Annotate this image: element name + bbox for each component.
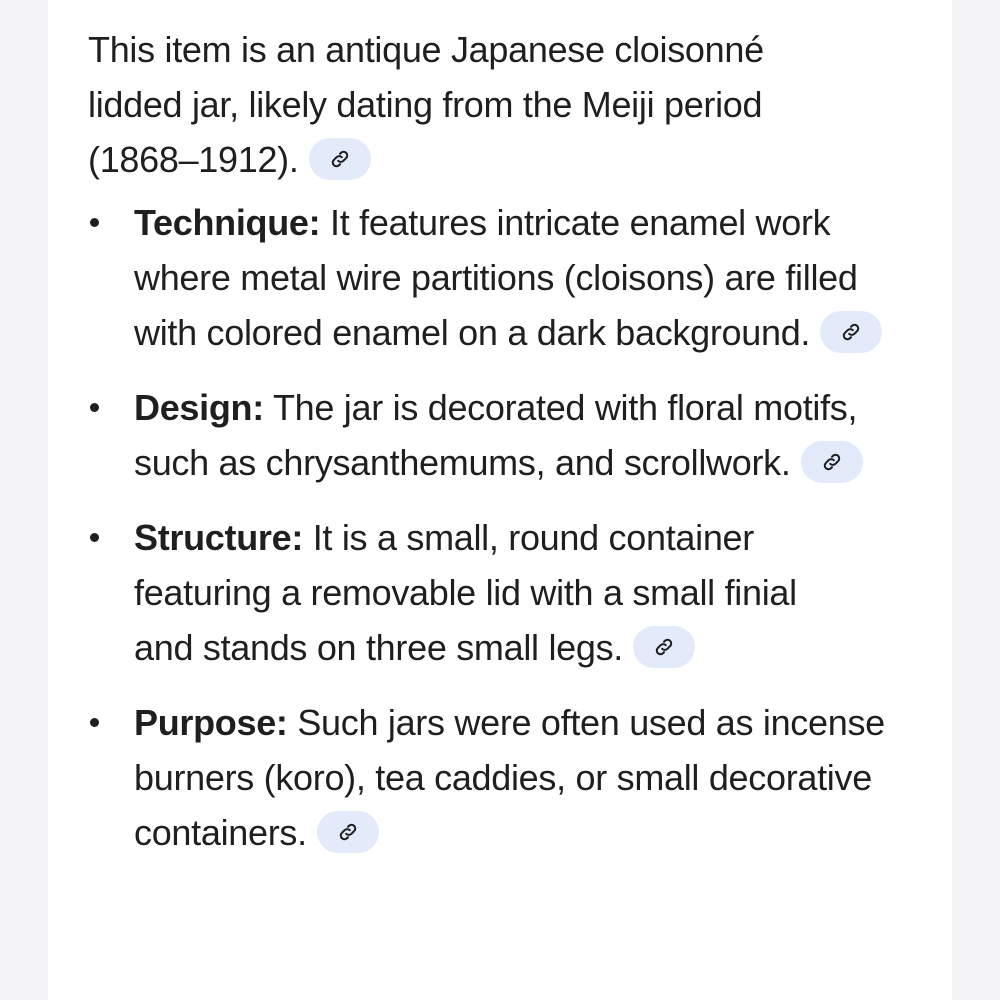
bullet-list [88, 195, 968, 860]
link-icon [337, 821, 359, 843]
response-content [88, 22, 968, 880]
bullet-icon [88, 695, 100, 750]
list-item-structure [88, 510, 864, 675]
item-term: Design: [134, 387, 264, 428]
link-icon [329, 148, 351, 170]
item-text: It features intricate enamel work where metal wire partitions (cloisons) are filled with colored enamel on a dark background. [134, 202, 858, 353]
item-term: Purpose: [134, 702, 288, 743]
citation-chip[interactable] [633, 626, 695, 668]
citation-chip[interactable] [820, 311, 882, 353]
intro-paragraph [88, 22, 838, 187]
link-icon [840, 321, 862, 343]
list-item-purpose [88, 695, 894, 860]
bullet-icon [88, 380, 100, 435]
item-term: Structure: [134, 517, 304, 558]
bullet-icon [88, 195, 100, 250]
bullet-icon [88, 510, 100, 565]
list-item-design [88, 380, 924, 490]
link-icon [653, 636, 675, 658]
citation-chip[interactable] [317, 811, 379, 853]
item-text: Such jars were often used as incense burners (koro), tea caddies, or small decorative containers. [134, 702, 885, 853]
list-item-technique [88, 195, 894, 360]
intro-text: This item is an antique Japanese cloisonné lidded jar, likely dating from the Meiji period (1868–1912). [88, 29, 764, 180]
citation-chip[interactable] [309, 138, 371, 180]
item-term: Technique: [134, 202, 321, 243]
item-text: The jar is decorated with floral motifs, such as chrysanthemums, and scrollwork. [134, 387, 858, 483]
item-text: It is a small, round container featuring a removable lid with a small finial and stands on three small legs. [134, 517, 797, 668]
link-icon [821, 451, 843, 473]
citation-chip[interactable] [801, 441, 863, 483]
